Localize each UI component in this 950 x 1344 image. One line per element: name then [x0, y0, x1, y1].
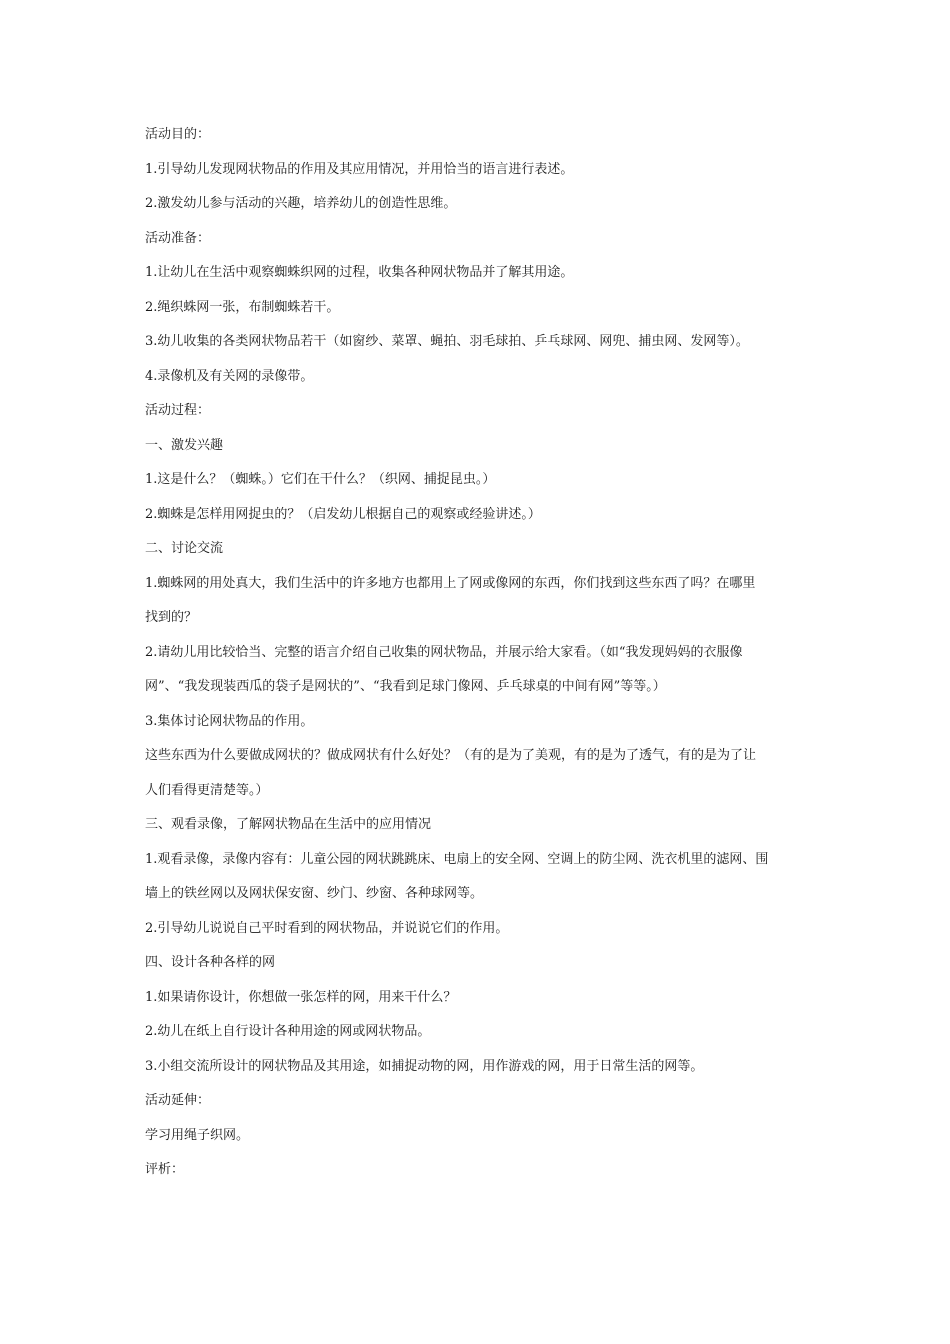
paragraph-line-continued: 墙上的铁丝网以及网状保安窗、纱门、纱窗、各种球网等。	[145, 886, 484, 901]
heading-activity-extension: 活动延伸：	[145, 1093, 211, 1108]
paragraph-line: 2.激发幼儿参与活动的兴趣，培养幼儿的创造性思维。	[145, 196, 457, 211]
section-heading-2: 二、讨论交流	[145, 541, 224, 556]
paragraph-line: 1.观看录像，录像内容有：儿童公园的网状跳跳床、电扇上的安全网、空调上的防尘网、洗衣机里的滤网、围	[145, 851, 769, 867]
paragraph-line: 3.小组交流所设计的网状物品及其用途，如捕捉动物的网，用作游戏的网，用于日常生活的网等。	[145, 1058, 704, 1074]
paragraph-line: 这些东西为什么要做成网状的？做成网状有什么好处？（有的是为了美观，有的是为了透气，有的是为了让	[145, 748, 757, 763]
paragraph-line: 2.幼儿在纸上自行设计各种用途的网或网状物品。	[145, 1024, 431, 1039]
paragraph-line-continued: 网”、“我发现装西瓜的袋子是网状的”、“我看到足球门像网、乒乓球桌的中间有网”等等。）	[145, 679, 666, 694]
paragraph-line: 2.引导幼儿说说自己平时看到的网状物品，并说说它们的作用。	[145, 920, 509, 936]
section-heading-1: 一、激发兴趣	[145, 437, 224, 453]
paragraph-line: 学习用绳子织网。	[145, 1127, 250, 1143]
heading-activity-goals: 活动目的：	[145, 127, 211, 142]
paragraph-line: 3.幼儿收集的各类网状物品若干（如窗纱、菜罩、蝇拍、羽毛球拍、乒乓球网、网兜、捕虫网、发网等）。	[145, 334, 749, 349]
heading-activity-process: 活动过程：	[145, 403, 211, 418]
paragraph-line: 2.请幼儿用比较恰当、完整的语言介绍自己收集的网状物品，并展示给大家看。（如“我发现妈妈的衣服像	[145, 644, 743, 660]
paragraph-line: 2.绳织蛛网一张，布制蜘蛛若干。	[145, 299, 340, 315]
section-heading-4: 四、设计各种各样的网	[145, 955, 276, 970]
paragraph-line: 1.蜘蛛网的用处真大，我们生活中的许多地方也都用上了网或像网的东西，你们找到这些东西了吗？在哪里	[145, 575, 756, 591]
heading-activity-preparation: 活动准备：	[145, 230, 211, 246]
section-heading-3: 三、观看录像，了解网状物品在生活中的应用情况	[145, 817, 432, 832]
heading-evaluation: 评析：	[145, 1162, 185, 1177]
paragraph-line: 1.这是什么？（蜘蛛。）它们在干什么？（织网、捕捉昆虫。）	[145, 472, 496, 487]
paragraph-line: 2.蜘蛛是怎样用网捉虫的？（启发幼儿根据自己的观察或经验讲述。）	[145, 506, 541, 522]
paragraph-line: 4.录像机及有关网的录像带。	[145, 368, 314, 384]
paragraph-line-continued: 人们看得更清楚等。）	[145, 782, 269, 798]
document-body	[145, 126, 815, 1178]
paragraph-line: 3.集体讨论网状物品的作用。	[145, 713, 314, 729]
paragraph-line: 1.引导幼儿发现网状物品的作用及其应用情况，并用恰当的语言进行表述。	[145, 161, 574, 177]
paragraph-line: 1.如果请你设计，你想做一张怎样的网，用来干什么？	[145, 989, 457, 1005]
paragraph-line: 1.让幼儿在生活中观察蜘蛛织网的过程，收集各种网状物品并了解其用途。	[145, 265, 574, 280]
paragraph-line-continued: 找到的？	[145, 610, 198, 625]
